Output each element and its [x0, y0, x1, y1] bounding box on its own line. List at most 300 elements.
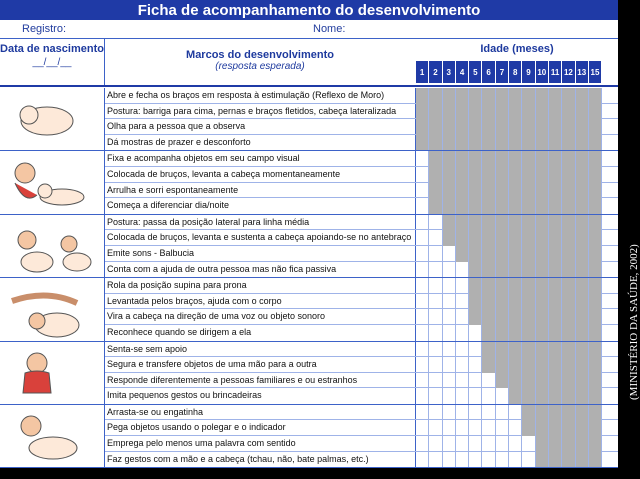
filled-cell[interactable] — [562, 246, 575, 262]
filled-cell[interactable] — [536, 309, 549, 325]
empty-cell[interactable] — [429, 388, 442, 404]
empty-cell[interactable] — [482, 373, 495, 389]
filled-cell[interactable] — [576, 420, 589, 436]
empty-cell[interactable] — [456, 452, 469, 468]
empty-cell[interactable] — [482, 405, 495, 421]
filled-cell[interactable] — [576, 215, 589, 231]
filled-cell[interactable] — [589, 342, 602, 358]
filled-cell[interactable] — [443, 198, 456, 214]
filled-cell[interactable] — [482, 262, 495, 278]
filled-cell[interactable] — [416, 135, 429, 151]
filled-cell[interactable] — [522, 278, 535, 294]
filled-cell[interactable] — [456, 167, 469, 183]
filled-cell[interactable] — [429, 151, 442, 167]
filled-cell[interactable] — [536, 388, 549, 404]
filled-cell[interactable] — [589, 88, 602, 104]
empty-cell[interactable] — [482, 452, 495, 468]
filled-cell[interactable] — [496, 262, 509, 278]
filled-cell[interactable] — [522, 262, 535, 278]
filled-cell[interactable] — [522, 119, 535, 135]
filled-cell[interactable] — [522, 388, 535, 404]
empty-cell[interactable] — [429, 405, 442, 421]
filled-cell[interactable] — [443, 230, 456, 246]
filled-cell[interactable] — [482, 198, 495, 214]
filled-cell[interactable] — [549, 198, 562, 214]
empty-cell[interactable] — [469, 388, 482, 404]
filled-cell[interactable] — [509, 230, 522, 246]
empty-cell[interactable] — [443, 436, 456, 452]
filled-cell[interactable] — [469, 167, 482, 183]
filled-cell[interactable] — [496, 309, 509, 325]
empty-cell[interactable] — [456, 373, 469, 389]
filled-cell[interactable] — [496, 183, 509, 199]
empty-cell[interactable] — [429, 262, 442, 278]
empty-cell[interactable] — [469, 373, 482, 389]
filled-cell[interactable] — [589, 104, 602, 120]
filled-cell[interactable] — [482, 104, 495, 120]
empty-cell[interactable] — [496, 436, 509, 452]
filled-cell[interactable] — [562, 135, 575, 151]
filled-cell[interactable] — [482, 309, 495, 325]
filled-cell[interactable] — [536, 420, 549, 436]
filled-cell[interactable] — [429, 135, 442, 151]
empty-cell[interactable] — [456, 388, 469, 404]
empty-cell[interactable] — [429, 230, 442, 246]
filled-cell[interactable] — [429, 88, 442, 104]
filled-cell[interactable] — [576, 246, 589, 262]
empty-cell[interactable] — [429, 436, 442, 452]
empty-cell[interactable] — [456, 420, 469, 436]
filled-cell[interactable] — [496, 325, 509, 341]
filled-cell[interactable] — [589, 167, 602, 183]
empty-cell[interactable] — [416, 151, 429, 167]
filled-cell[interactable] — [509, 135, 522, 151]
filled-cell[interactable] — [562, 357, 575, 373]
filled-cell[interactable] — [443, 215, 456, 231]
filled-cell[interactable] — [549, 278, 562, 294]
filled-cell[interactable] — [549, 104, 562, 120]
filled-cell[interactable] — [576, 104, 589, 120]
filled-cell[interactable] — [536, 452, 549, 468]
filled-cell[interactable] — [549, 309, 562, 325]
filled-cell[interactable] — [549, 246, 562, 262]
empty-cell[interactable] — [429, 452, 442, 468]
filled-cell[interactable] — [496, 278, 509, 294]
empty-cell[interactable] — [416, 183, 429, 199]
empty-cell[interactable] — [496, 388, 509, 404]
filled-cell[interactable] — [562, 294, 575, 310]
filled-cell[interactable] — [562, 309, 575, 325]
empty-cell[interactable] — [469, 405, 482, 421]
filled-cell[interactable] — [416, 104, 429, 120]
filled-cell[interactable] — [549, 420, 562, 436]
filled-cell[interactable] — [589, 309, 602, 325]
filled-cell[interactable] — [456, 135, 469, 151]
filled-cell[interactable] — [589, 436, 602, 452]
filled-cell[interactable] — [482, 135, 495, 151]
empty-cell[interactable] — [416, 325, 429, 341]
filled-cell[interactable] — [522, 215, 535, 231]
filled-cell[interactable] — [522, 357, 535, 373]
empty-cell[interactable] — [416, 262, 429, 278]
empty-cell[interactable] — [429, 357, 442, 373]
filled-cell[interactable] — [469, 215, 482, 231]
empty-cell[interactable] — [443, 373, 456, 389]
filled-cell[interactable] — [576, 294, 589, 310]
empty-cell[interactable] — [456, 278, 469, 294]
empty-cell[interactable] — [416, 436, 429, 452]
filled-cell[interactable] — [469, 246, 482, 262]
filled-cell[interactable] — [536, 342, 549, 358]
empty-cell[interactable] — [443, 262, 456, 278]
empty-cell[interactable] — [416, 309, 429, 325]
filled-cell[interactable] — [482, 151, 495, 167]
filled-cell[interactable] — [562, 325, 575, 341]
filled-cell[interactable] — [522, 405, 535, 421]
empty-cell[interactable] — [443, 357, 456, 373]
filled-cell[interactable] — [456, 246, 469, 262]
filled-cell[interactable] — [509, 151, 522, 167]
filled-cell[interactable] — [496, 135, 509, 151]
empty-cell[interactable] — [416, 373, 429, 389]
empty-cell[interactable] — [509, 405, 522, 421]
empty-cell[interactable] — [416, 357, 429, 373]
filled-cell[interactable] — [496, 357, 509, 373]
filled-cell[interactable] — [496, 373, 509, 389]
empty-cell[interactable] — [416, 198, 429, 214]
empty-cell[interactable] — [496, 452, 509, 468]
filled-cell[interactable] — [576, 278, 589, 294]
filled-cell[interactable] — [536, 104, 549, 120]
empty-cell[interactable] — [416, 405, 429, 421]
filled-cell[interactable] — [456, 215, 469, 231]
filled-cell[interactable] — [549, 167, 562, 183]
filled-cell[interactable] — [549, 262, 562, 278]
filled-cell[interactable] — [496, 151, 509, 167]
filled-cell[interactable] — [429, 183, 442, 199]
filled-cell[interactable] — [443, 135, 456, 151]
empty-cell[interactable] — [522, 452, 535, 468]
filled-cell[interactable] — [509, 325, 522, 341]
filled-cell[interactable] — [576, 388, 589, 404]
empty-cell[interactable] — [416, 278, 429, 294]
filled-cell[interactable] — [509, 294, 522, 310]
filled-cell[interactable] — [536, 278, 549, 294]
empty-cell[interactable] — [469, 325, 482, 341]
filled-cell[interactable] — [522, 183, 535, 199]
filled-cell[interactable] — [576, 342, 589, 358]
empty-cell[interactable] — [429, 278, 442, 294]
filled-cell[interactable] — [416, 88, 429, 104]
filled-cell[interactable] — [576, 135, 589, 151]
filled-cell[interactable] — [536, 135, 549, 151]
filled-cell[interactable] — [576, 436, 589, 452]
filled-cell[interactable] — [509, 278, 522, 294]
empty-cell[interactable] — [482, 436, 495, 452]
filled-cell[interactable] — [589, 183, 602, 199]
filled-cell[interactable] — [562, 405, 575, 421]
filled-cell[interactable] — [482, 183, 495, 199]
filled-cell[interactable] — [456, 119, 469, 135]
empty-cell[interactable] — [496, 405, 509, 421]
filled-cell[interactable] — [522, 342, 535, 358]
empty-cell[interactable] — [429, 246, 442, 262]
filled-cell[interactable] — [549, 342, 562, 358]
filled-cell[interactable] — [576, 262, 589, 278]
filled-cell[interactable] — [549, 436, 562, 452]
filled-cell[interactable] — [562, 151, 575, 167]
empty-cell[interactable] — [429, 325, 442, 341]
filled-cell[interactable] — [482, 88, 495, 104]
empty-cell[interactable] — [509, 420, 522, 436]
filled-cell[interactable] — [496, 88, 509, 104]
filled-cell[interactable] — [482, 246, 495, 262]
filled-cell[interactable] — [443, 119, 456, 135]
filled-cell[interactable] — [576, 183, 589, 199]
filled-cell[interactable] — [429, 167, 442, 183]
filled-cell[interactable] — [522, 151, 535, 167]
filled-cell[interactable] — [536, 294, 549, 310]
filled-cell[interactable] — [589, 388, 602, 404]
filled-cell[interactable] — [589, 135, 602, 151]
filled-cell[interactable] — [562, 230, 575, 246]
filled-cell[interactable] — [456, 151, 469, 167]
filled-cell[interactable] — [509, 309, 522, 325]
filled-cell[interactable] — [562, 215, 575, 231]
filled-cell[interactable] — [589, 357, 602, 373]
empty-cell[interactable] — [416, 420, 429, 436]
empty-cell[interactable] — [429, 215, 442, 231]
filled-cell[interactable] — [509, 88, 522, 104]
filled-cell[interactable] — [469, 151, 482, 167]
empty-cell[interactable] — [456, 325, 469, 341]
filled-cell[interactable] — [456, 198, 469, 214]
filled-cell[interactable] — [469, 88, 482, 104]
empty-cell[interactable] — [456, 357, 469, 373]
filled-cell[interactable] — [536, 405, 549, 421]
filled-cell[interactable] — [509, 198, 522, 214]
filled-cell[interactable] — [536, 119, 549, 135]
filled-cell[interactable] — [496, 104, 509, 120]
filled-cell[interactable] — [509, 215, 522, 231]
empty-cell[interactable] — [416, 167, 429, 183]
filled-cell[interactable] — [522, 325, 535, 341]
filled-cell[interactable] — [496, 198, 509, 214]
filled-cell[interactable] — [589, 230, 602, 246]
empty-cell[interactable] — [443, 278, 456, 294]
filled-cell[interactable] — [589, 420, 602, 436]
filled-cell[interactable] — [469, 135, 482, 151]
empty-cell[interactable] — [509, 436, 522, 452]
filled-cell[interactable] — [562, 183, 575, 199]
filled-cell[interactable] — [456, 88, 469, 104]
filled-cell[interactable] — [469, 198, 482, 214]
filled-cell[interactable] — [509, 357, 522, 373]
filled-cell[interactable] — [589, 405, 602, 421]
filled-cell[interactable] — [549, 294, 562, 310]
filled-cell[interactable] — [416, 119, 429, 135]
filled-cell[interactable] — [536, 198, 549, 214]
filled-cell[interactable] — [576, 88, 589, 104]
filled-cell[interactable] — [589, 215, 602, 231]
filled-cell[interactable] — [509, 388, 522, 404]
filled-cell[interactable] — [522, 135, 535, 151]
empty-cell[interactable] — [416, 230, 429, 246]
filled-cell[interactable] — [562, 167, 575, 183]
empty-cell[interactable] — [522, 436, 535, 452]
filled-cell[interactable] — [589, 325, 602, 341]
empty-cell[interactable] — [443, 246, 456, 262]
filled-cell[interactable] — [549, 452, 562, 468]
filled-cell[interactable] — [536, 357, 549, 373]
filled-cell[interactable] — [549, 215, 562, 231]
filled-cell[interactable] — [482, 215, 495, 231]
filled-cell[interactable] — [562, 119, 575, 135]
empty-cell[interactable] — [443, 294, 456, 310]
filled-cell[interactable] — [549, 119, 562, 135]
filled-cell[interactable] — [549, 135, 562, 151]
empty-cell[interactable] — [469, 420, 482, 436]
filled-cell[interactable] — [589, 151, 602, 167]
filled-cell[interactable] — [536, 230, 549, 246]
empty-cell[interactable] — [482, 420, 495, 436]
filled-cell[interactable] — [496, 215, 509, 231]
filled-cell[interactable] — [562, 452, 575, 468]
filled-cell[interactable] — [522, 230, 535, 246]
filled-cell[interactable] — [562, 388, 575, 404]
filled-cell[interactable] — [589, 246, 602, 262]
empty-cell[interactable] — [456, 436, 469, 452]
empty-cell[interactable] — [429, 342, 442, 358]
empty-cell[interactable] — [443, 342, 456, 358]
filled-cell[interactable] — [522, 104, 535, 120]
filled-cell[interactable] — [536, 262, 549, 278]
filled-cell[interactable] — [509, 119, 522, 135]
filled-cell[interactable] — [536, 246, 549, 262]
filled-cell[interactable] — [509, 167, 522, 183]
filled-cell[interactable] — [496, 230, 509, 246]
filled-cell[interactable] — [443, 104, 456, 120]
filled-cell[interactable] — [549, 230, 562, 246]
filled-cell[interactable] — [482, 294, 495, 310]
empty-cell[interactable] — [416, 246, 429, 262]
filled-cell[interactable] — [549, 325, 562, 341]
filled-cell[interactable] — [549, 183, 562, 199]
filled-cell[interactable] — [509, 262, 522, 278]
filled-cell[interactable] — [456, 104, 469, 120]
filled-cell[interactable] — [589, 198, 602, 214]
empty-cell[interactable] — [443, 420, 456, 436]
empty-cell[interactable] — [443, 388, 456, 404]
filled-cell[interactable] — [496, 342, 509, 358]
filled-cell[interactable] — [482, 342, 495, 358]
filled-cell[interactable] — [576, 119, 589, 135]
filled-cell[interactable] — [536, 151, 549, 167]
filled-cell[interactable] — [482, 167, 495, 183]
empty-cell[interactable] — [429, 420, 442, 436]
filled-cell[interactable] — [482, 230, 495, 246]
filled-cell[interactable] — [536, 167, 549, 183]
filled-cell[interactable] — [562, 436, 575, 452]
filled-cell[interactable] — [562, 342, 575, 358]
filled-cell[interactable] — [429, 104, 442, 120]
filled-cell[interactable] — [562, 278, 575, 294]
filled-cell[interactable] — [562, 262, 575, 278]
filled-cell[interactable] — [549, 388, 562, 404]
filled-cell[interactable] — [469, 309, 482, 325]
filled-cell[interactable] — [562, 104, 575, 120]
empty-cell[interactable] — [443, 405, 456, 421]
filled-cell[interactable] — [536, 215, 549, 231]
empty-cell[interactable] — [456, 262, 469, 278]
empty-cell[interactable] — [416, 294, 429, 310]
filled-cell[interactable] — [469, 278, 482, 294]
filled-cell[interactable] — [443, 167, 456, 183]
filled-cell[interactable] — [496, 294, 509, 310]
filled-cell[interactable] — [589, 294, 602, 310]
filled-cell[interactable] — [443, 183, 456, 199]
empty-cell[interactable] — [469, 342, 482, 358]
empty-cell[interactable] — [416, 215, 429, 231]
filled-cell[interactable] — [522, 167, 535, 183]
filled-cell[interactable] — [522, 294, 535, 310]
empty-cell[interactable] — [443, 325, 456, 341]
filled-cell[interactable] — [522, 198, 535, 214]
empty-cell[interactable] — [496, 420, 509, 436]
filled-cell[interactable] — [469, 262, 482, 278]
filled-cell[interactable] — [456, 230, 469, 246]
filled-cell[interactable] — [589, 262, 602, 278]
empty-cell[interactable] — [456, 342, 469, 358]
empty-cell[interactable] — [443, 309, 456, 325]
filled-cell[interactable] — [429, 198, 442, 214]
empty-cell[interactable] — [456, 294, 469, 310]
filled-cell[interactable] — [522, 420, 535, 436]
empty-cell[interactable] — [509, 452, 522, 468]
filled-cell[interactable] — [549, 151, 562, 167]
filled-cell[interactable] — [522, 373, 535, 389]
filled-cell[interactable] — [589, 119, 602, 135]
filled-cell[interactable] — [549, 405, 562, 421]
filled-cell[interactable] — [456, 183, 469, 199]
filled-cell[interactable] — [576, 325, 589, 341]
filled-cell[interactable] — [562, 420, 575, 436]
empty-cell[interactable] — [429, 373, 442, 389]
filled-cell[interactable] — [496, 119, 509, 135]
filled-cell[interactable] — [496, 246, 509, 262]
filled-cell[interactable] — [536, 436, 549, 452]
filled-cell[interactable] — [576, 151, 589, 167]
filled-cell[interactable] — [536, 183, 549, 199]
filled-cell[interactable] — [536, 373, 549, 389]
filled-cell[interactable] — [509, 104, 522, 120]
empty-cell[interactable] — [416, 388, 429, 404]
filled-cell[interactable] — [443, 88, 456, 104]
empty-cell[interactable] — [456, 405, 469, 421]
filled-cell[interactable] — [522, 246, 535, 262]
empty-cell[interactable] — [429, 309, 442, 325]
empty-cell[interactable] — [416, 452, 429, 468]
filled-cell[interactable] — [589, 278, 602, 294]
filled-cell[interactable] — [576, 167, 589, 183]
filled-cell[interactable] — [509, 342, 522, 358]
filled-cell[interactable] — [509, 246, 522, 262]
empty-cell[interactable] — [443, 452, 456, 468]
empty-cell[interactable] — [482, 388, 495, 404]
filled-cell[interactable] — [576, 309, 589, 325]
filled-cell[interactable] — [576, 452, 589, 468]
filled-cell[interactable] — [496, 167, 509, 183]
